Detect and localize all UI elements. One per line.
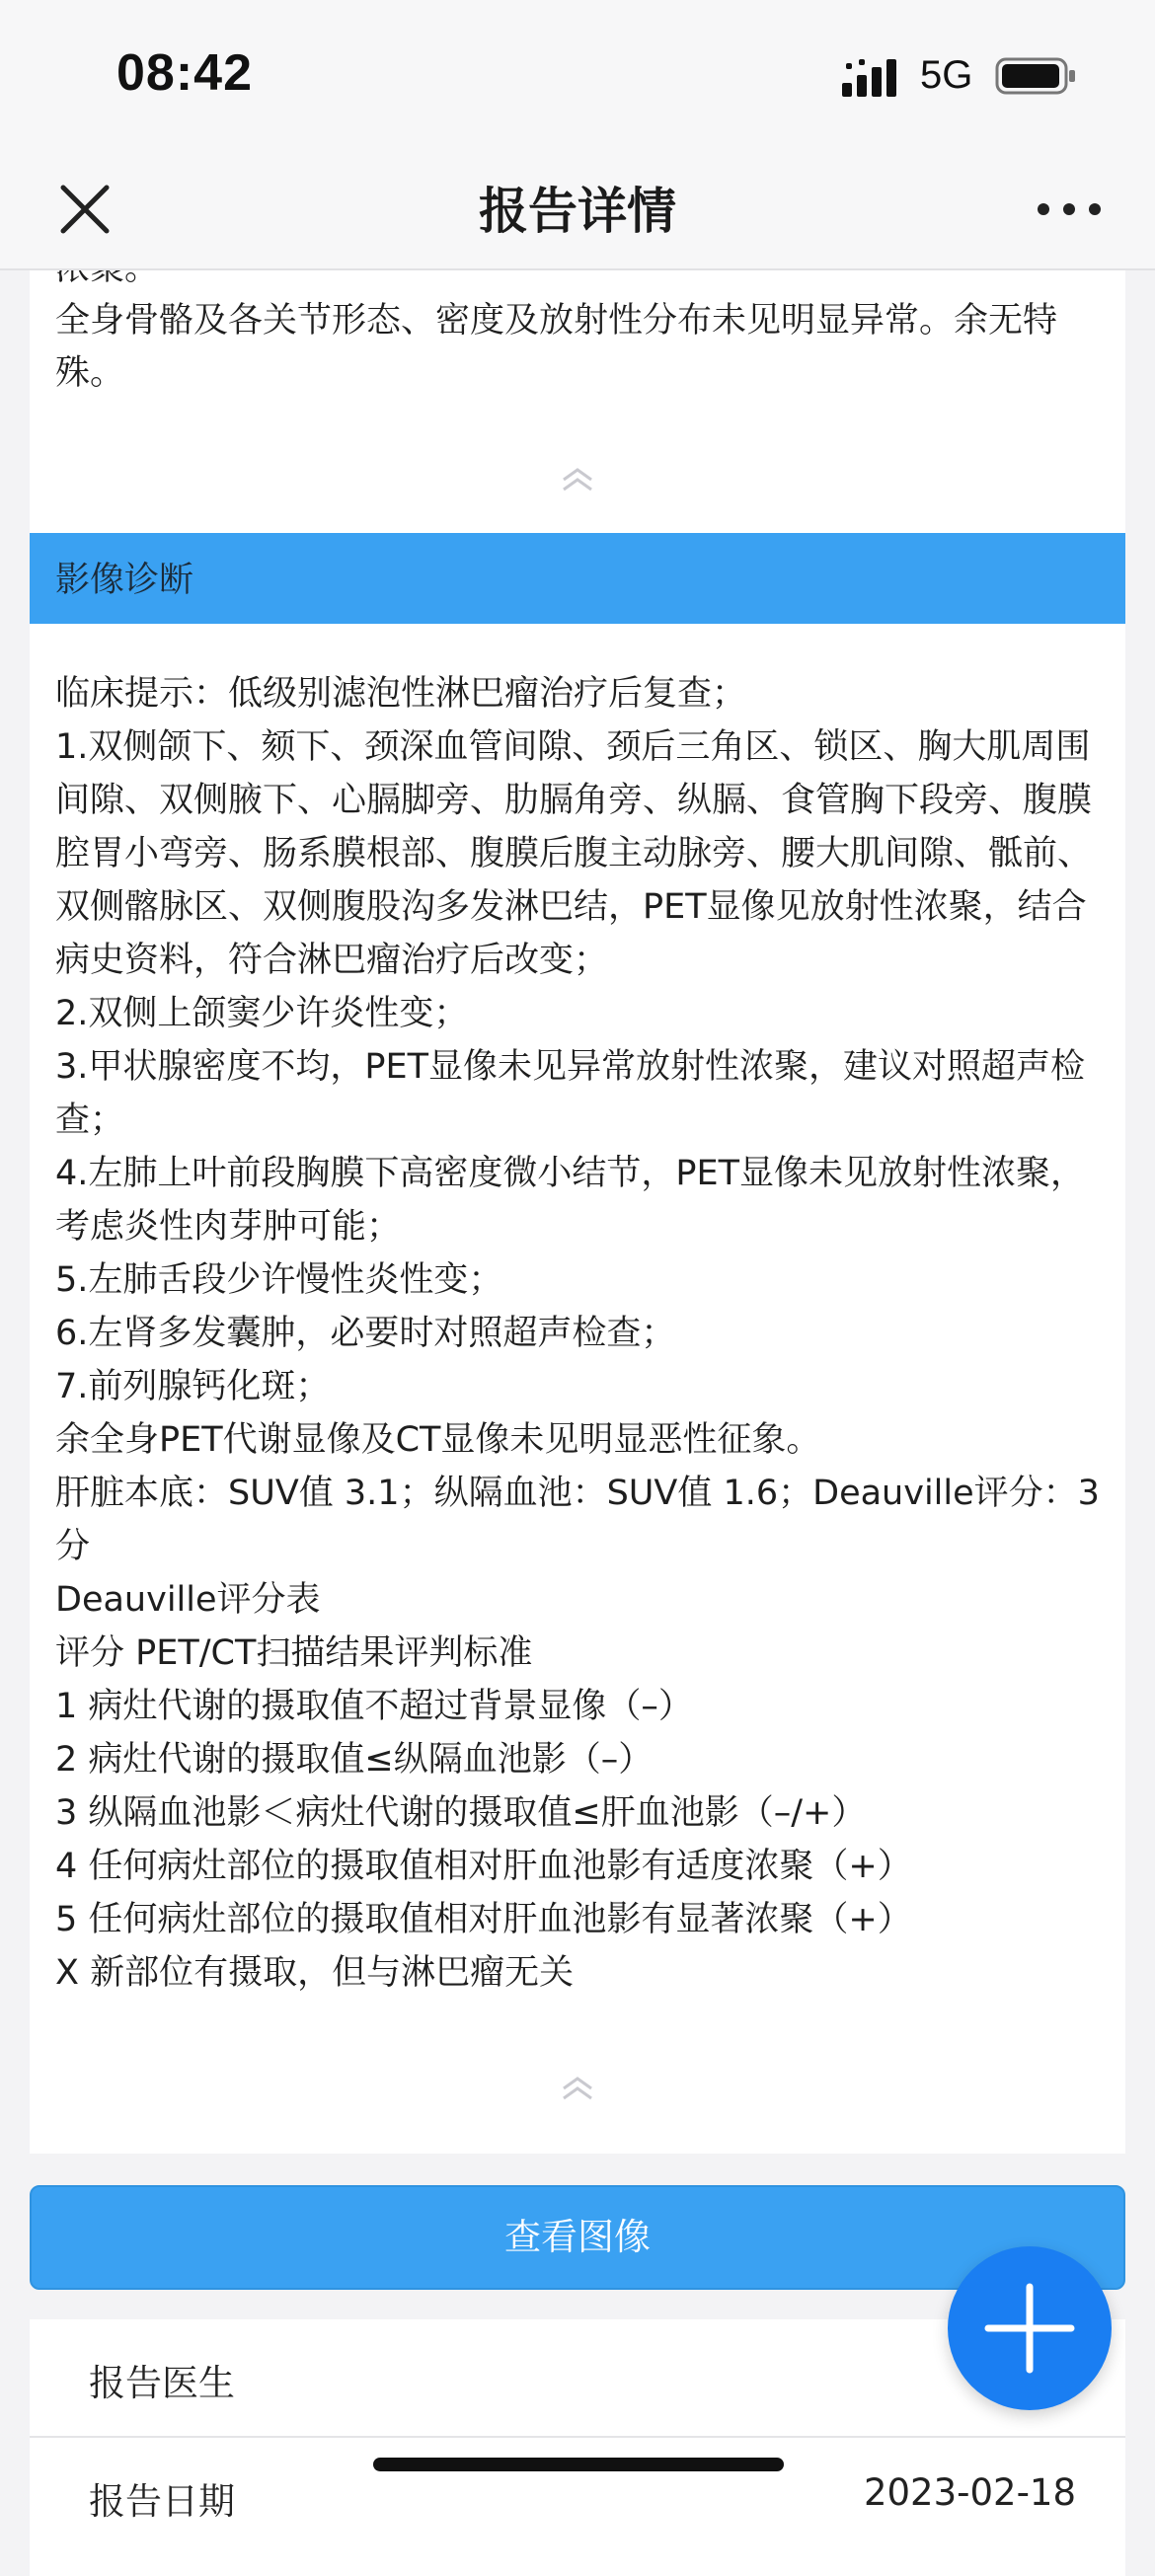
diagnosis-line: 评分 PET/CT扫描结果评判标准 [55,1633,533,1673]
battery-icon [995,55,1078,97]
collapse-up-icon[interactable] [558,466,597,493]
diagnosis-line: 4.左肺上叶前段胸膜下高密度微小结节，PET显像未见放射性浓聚，考虑炎性肉芽肿可能； [55,1154,1085,1247]
diagnosis-line: 5 任何病灶部位的摄取值相对肝血池影有显著浓聚（+） [55,1900,912,1939]
status-time: 08:42 [116,44,253,102]
doctor-label: 报告医生 [89,2362,235,2404]
diagnosis-line: 5.左肺舌段少许慢性炎性变； [55,1260,503,1300]
date-value: 2023-02-18 [863,2471,1076,2514]
nav-header [0,148,1155,270]
diagnosis-line: 2 病灶代谢的摄取值≤纵隔血池影（–） [55,1740,654,1780]
diagnosis-heading: 影像诊断 [55,561,194,600]
diagnosis-text [55,667,1112,2000]
home-indicator[interactable] [373,2458,784,2471]
network-type: 5G [920,53,973,97]
diagnosis-line: 余全身PET代谢显像及CT显像未见明显恶性征象。 [55,1420,821,1460]
date-label: 报告日期 [89,2480,235,2523]
diagnosis-line: Deauville评分表 [55,1580,321,1620]
status-bar [0,0,1155,148]
close-icon[interactable] [55,180,115,239]
diagnosis-line: 1.双侧颌下、颏下、颈深血管间隙、颈后三角区、锁区、胸大肌周围间隙、双侧腋下、心膈脚旁、肋膈角旁、纵膈、食管胸下段旁、腹膜腔胃小弯旁、肠系膜根部、腹膜后腹主动脉旁、腰大肌间隙、骶前、双侧髂脉区、双侧腹股沟多发淋巴结，PET显像见放射性浓聚，结合病史资料，符合淋巴瘤治疗后改变； [55,727,1093,980]
diagnosis-line: 6.左肾多发囊肿，必要时对照超声检查； [55,1314,676,1353]
diagnosis-line: 7.前列腺钙化斑； [55,1367,331,1406]
view-image-button[interactable]: 查看图像 [30,2185,1125,2290]
page-title: 报告详情 [479,183,676,240]
date-row [30,2438,1125,2554]
plus-icon [980,2279,1079,2378]
diagnosis-line: 1 病灶代谢的摄取值不超过背景显像（–） [55,1687,693,1726]
diagnosis-card [30,624,1125,2154]
diagnosis-line: 3.甲状腺密度不均，PET显像未见异常放射性浓聚，建议对照超声检查； [55,1047,1085,1140]
diagnosis-section-header [30,533,1125,624]
diagnosis-line: 3 纵隔血池影＜病灶代谢的摄取值≤肝血池影（–/+） [55,1793,867,1833]
report-content[interactable] [0,268,1155,2523]
diagnosis-line: X 新部位有摄取，但与淋巴瘤无关 [55,1953,575,1993]
diagnosis-line: 2.双侧上颌窦少许炎性变； [55,994,469,1033]
diagnosis-line: 肝脏本底：SUV值 3.1；纵隔血池：SUV值 1.6；Deauville评分：3分 [55,1474,1100,1566]
add-fab-button[interactable] [948,2246,1112,2410]
collapse-up-icon[interactable] [558,2075,597,2102]
more-icon[interactable] [1035,191,1104,227]
findings-card [30,268,1125,533]
signal-bars-icon [842,57,905,99]
findings-line: 全身骨骼及各关节形态、密度及放射性分布未见明显异常。余无特殊。 [55,301,1058,393]
diagnosis-line: 临床提示：低级别滤泡性淋巴瘤治疗后复查； [55,674,747,714]
diagnosis-line: 4 任何病灶部位的摄取值相对肝血池影有适度浓聚（+） [55,1847,912,1886]
